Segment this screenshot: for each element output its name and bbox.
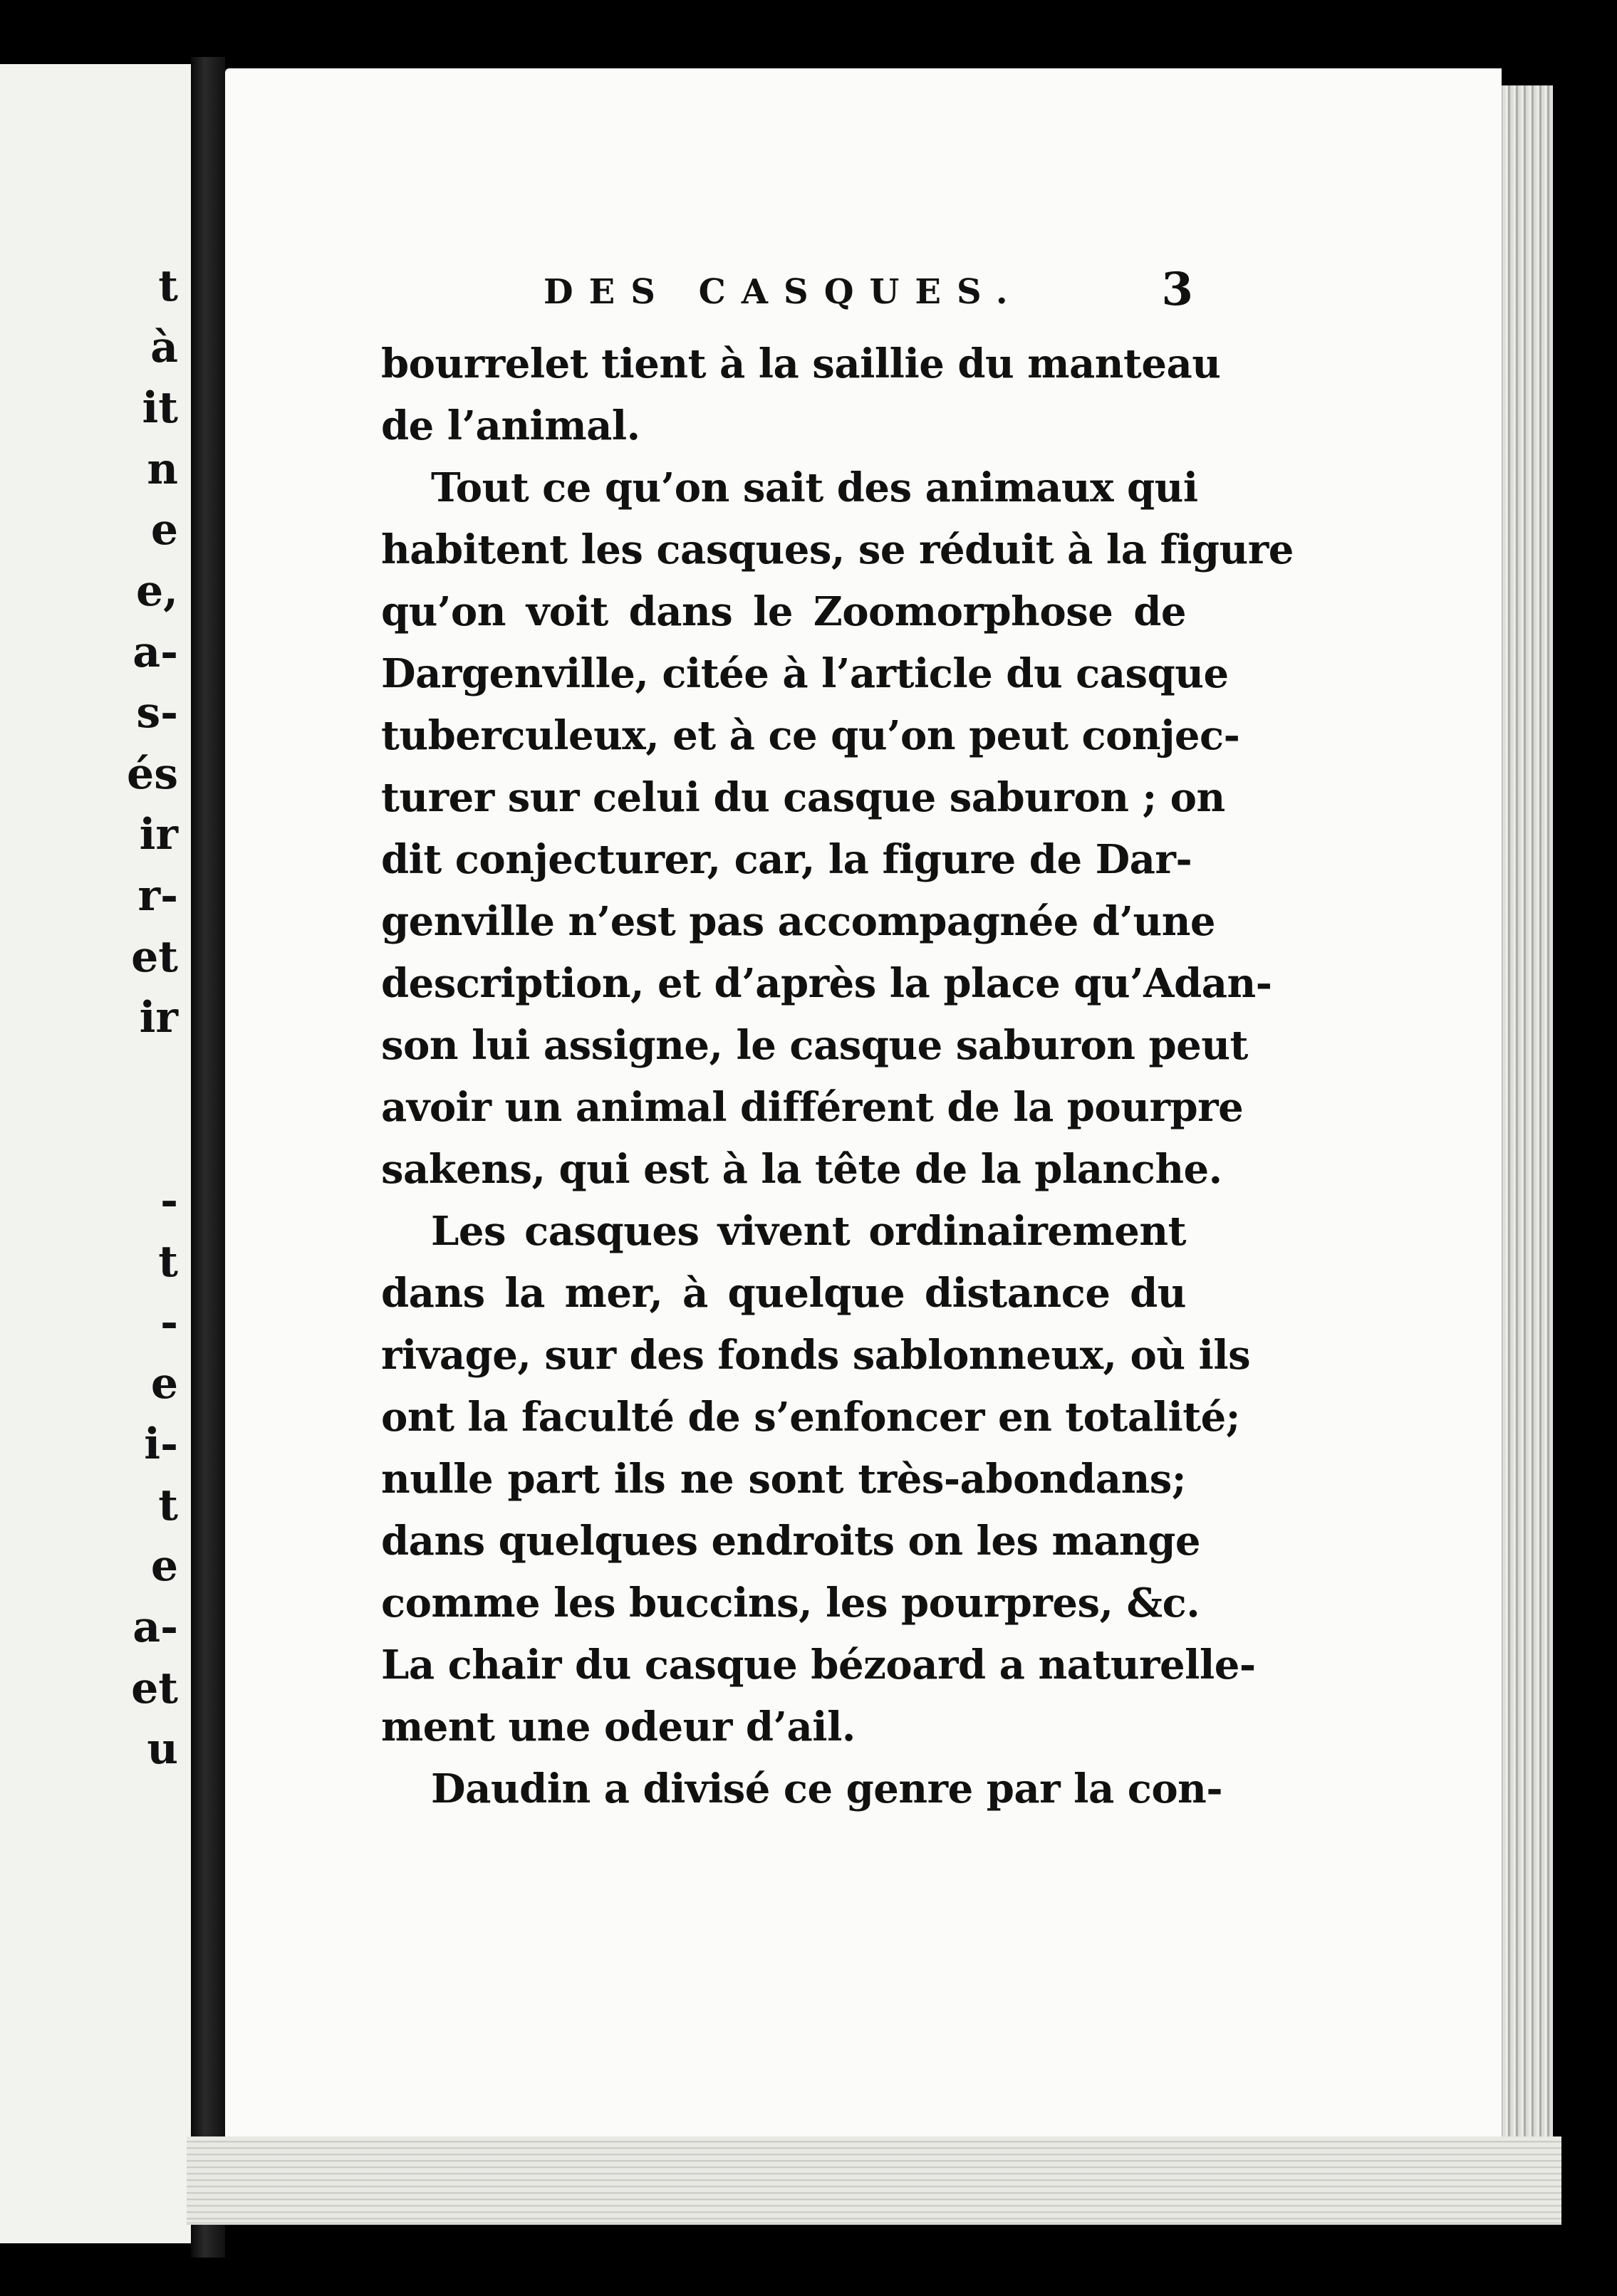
left-fragment-line: i- (144, 1419, 178, 1470)
left-fragment-line (114, 1049, 178, 1110)
text-line: genville n’est pas accompagnée d’une (381, 898, 1216, 945)
text-line: son lui assigne, le casque saburon peut (381, 1022, 1248, 1069)
text-line: Les casques vivent ordinairement (431, 1208, 1186, 1255)
left-page-fragment (0, 64, 191, 2243)
text-line: dit conjecturer, car, la figure de Dar- (381, 836, 1192, 883)
text-line: Tout ce qu’on sait des animaux qui (431, 464, 1198, 511)
running-title: DES CASQUES. (544, 272, 1024, 312)
left-page-text-fragments (114, 256, 178, 1780)
left-fragment-line: t (158, 1480, 178, 1530)
text-line: ont la faculté de s’enfoncer en totalité; (381, 1394, 1240, 1441)
text-line: comme les buccins, les pourpres, &c. (381, 1580, 1200, 1627)
page-edges-bottom (187, 2136, 1561, 2225)
left-fragment-line: t (158, 261, 178, 311)
text-line: tuberculeux, et à ce qu’on peut conjec- (381, 712, 1240, 759)
text-line: bourrelet tient à la saillie du manteau (381, 340, 1221, 387)
left-fragment-line: t (158, 1236, 178, 1287)
left-fragment-line: r- (137, 870, 178, 921)
text-line: Daudin a divisé ce genre par la con- (431, 1765, 1223, 1812)
text-line: dans la mer, à quelque distance du (381, 1270, 1186, 1317)
body-text (381, 333, 1294, 1820)
page-number: 3 (1161, 263, 1193, 316)
text-line: dans quelques endroits on les mange (381, 1518, 1201, 1565)
text-line: avoir un animal différent de la pourpre (381, 1084, 1244, 1131)
running-head (381, 263, 1193, 333)
text-line: ment une odeur d’ail. (381, 1703, 856, 1750)
text-line: sakens, qui est à la tête de la planche. (381, 1146, 1222, 1193)
left-fragment-line: ir (139, 993, 178, 1043)
left-fragment-line: a- (132, 1602, 178, 1653)
text-line: turer sur celui du casque saburon ; on (381, 774, 1225, 821)
left-fragment-line: - (160, 1175, 178, 1226)
book-gutter (191, 57, 225, 2258)
left-fragment-line: e (150, 1541, 178, 1592)
text-line: habitent les casques, se réduit à la figure (381, 526, 1294, 573)
left-fragment-line: e (150, 1358, 178, 1409)
left-fragment-line: ir (139, 810, 178, 860)
text-line: nulle part ils ne sont très-abondans; (381, 1456, 1186, 1503)
left-fragment-line: it (142, 383, 178, 434)
left-fragment-line: és (127, 748, 178, 799)
left-fragment-line: e, (135, 565, 178, 616)
left-fragment-line: e (150, 505, 178, 555)
page-content (381, 263, 1294, 1820)
left-fragment-line: n (147, 444, 178, 494)
left-fragment-line: a- (132, 627, 178, 677)
left-fragment-line: et (131, 1663, 178, 1713)
text-line: Dargenville, citée à l’article du casque (381, 650, 1229, 697)
left-fragment-line: s- (136, 688, 178, 739)
text-line: de l’animal. (381, 402, 640, 449)
text-line: description, et d’après la place qu’Adan- (381, 960, 1272, 1007)
left-fragment-line: u (147, 1724, 178, 1775)
left-fragment-line: et (131, 932, 178, 982)
page-edges-right (1496, 85, 1553, 2165)
text-line: La chair du casque bézoard a naturelle- (381, 1642, 1256, 1689)
text-line: qu’on voit dans le Zoomorphose de (381, 588, 1186, 635)
left-fragment-line: à (150, 322, 178, 372)
left-fragment-line (114, 1110, 178, 1171)
left-fragment-line: - (160, 1298, 178, 1348)
text-line: rivage, sur des fonds sablonneux, où ils (381, 1332, 1251, 1379)
